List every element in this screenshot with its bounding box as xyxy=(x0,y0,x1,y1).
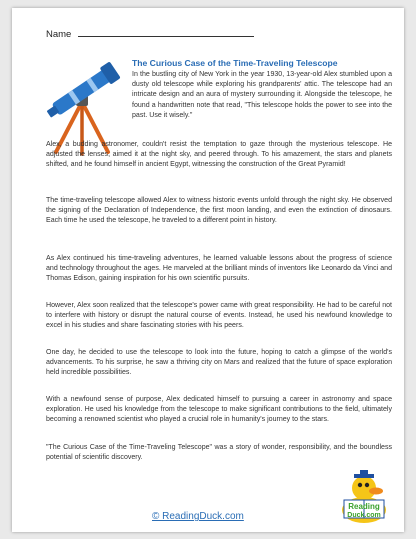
paragraph-5: However, Alex soon realized that the telescope's power came with great responsibility. He had to be careful not to interfere with history or disrupt the natural course of events. Instead, he used his newfound knowledge to excel in his studies and share fascinating stories with his peers. xyxy=(46,302,392,330)
paragraph-6: One day, he decided to use the telescope to look into the future, hoping to catch a glimpse of the world's advancements. To his surprise, he saw a thriving city on Mars and realized that the future of space exploration held incredible possibilities. xyxy=(46,349,392,377)
footer-link[interactable]: © ReadingDuck.com xyxy=(152,511,244,522)
name-line[interactable] xyxy=(78,28,254,37)
paragraph-1: In the bustling city of New York in the year 1930, 13-year-old Alex stumbled upon a dusty old telescope while exploring his grandparents' attic. The telescope had an intricate design and an aura of mystery surrounding it. Alongside the telescope, he found a handwritten note that read, "This telescope holds the power to see into the past. Use it wisely." xyxy=(132,71,392,119)
paragraph-4: As Alex continued his time-traveling adventures, he learned valuable lessons about the progress of science and technology throughout the ages. He marveled at the brilliant minds of inventors like Leonardo da Vinci and Thomas Edison, gaining inspiration for his own scientific pursuits. xyxy=(46,255,392,283)
paragraph-3: The time-traveling telescope allowed Alex to witness historic events unfold through the night sky. He observed the signing of the Declaration of Independence, the first moon landing, and even the extinction of dinosaurs. Each time he used the telescope, he traveled to a different point in history. xyxy=(46,197,392,225)
reading-duck-logo xyxy=(334,470,394,526)
logo-text-1: Reading xyxy=(348,502,380,511)
name-label: Name xyxy=(46,29,72,40)
paragraph-2: Alex, a budding astronomer, couldn't resist the temptation to gaze through the mysterious telescope. He adjusted the lenses, aimed it at the night sky, and peered through. To his amazement, the stars and planets shifted, and he found himself in ancient Egypt, witnessing the construction of the Great Pyramid! xyxy=(46,141,392,169)
story-title: The Curious Case of the Time-Traveling Telescope xyxy=(132,58,338,68)
logo-text-2: Duck.com xyxy=(347,512,381,519)
worksheet-page xyxy=(12,8,404,532)
paragraph-8: "The Curious Case of the Time-Traveling Telescope" was a story of wonder, responsibility, and the boundless potential of scientific discovery. xyxy=(46,444,392,462)
name-field[interactable] xyxy=(46,28,254,40)
paragraph-7: With a newfound sense of purpose, Alex dedicated himself to pursuing a career in astronomy and space exploration. He used his knowledge from the telescope to make significant contributions to the field, ultimately becoming a renowned scientist who played a crucial role in humanity's journey to the stars. xyxy=(46,396,392,424)
